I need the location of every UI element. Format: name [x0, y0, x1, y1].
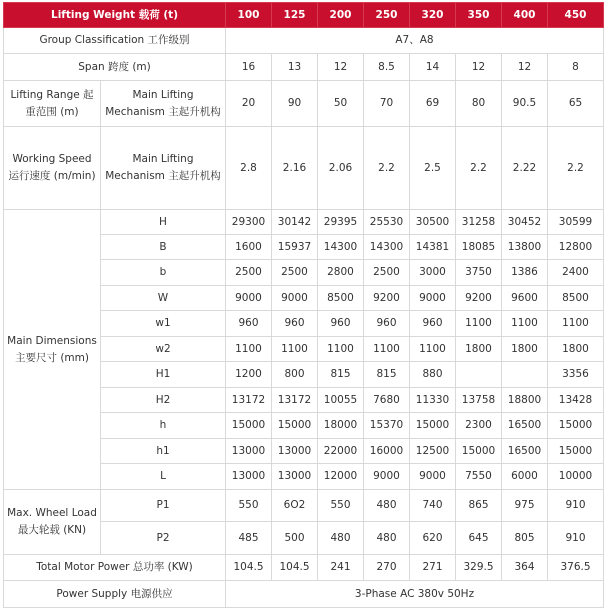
dimension-value: 1200: [226, 362, 272, 388]
dimension-value: 3750: [456, 260, 502, 286]
lifting-range-value: 90: [272, 81, 318, 127]
max-wheel-load-label: Max. Wheel Load 最大轮载 (KN): [4, 490, 101, 555]
dimension-key: H1: [101, 362, 226, 388]
motor-power-value: 270: [364, 555, 410, 581]
dimension-value: 13758: [456, 388, 502, 413]
dimension-value: 2800: [318, 260, 364, 286]
lifting-weight-value: 100: [226, 3, 272, 28]
dimension-value: 16000: [364, 439, 410, 464]
wheel-load-value: 480: [364, 490, 410, 522]
power-supply-value: 3-Phase AC 380v 50Hz: [226, 581, 604, 608]
lifting-range-value: 90.5: [502, 81, 548, 127]
wheel-load-value: 910: [548, 490, 604, 522]
working-speed-label: Working Speed 运行速度 (m/min): [4, 127, 101, 210]
span-value: 14: [410, 54, 456, 81]
wheel-load-value: 910: [548, 522, 604, 555]
dimension-value: 11330: [410, 388, 456, 413]
working-speed-row: [4, 127, 604, 210]
lifting-range-mechanism: Main Lifting Mechanism 主起升机构: [101, 81, 226, 127]
working-speed-value: 2.5: [410, 127, 456, 210]
dimension-value: 815: [364, 362, 410, 388]
dimension-value: 1800: [548, 337, 604, 362]
wheel-load-value: 480: [364, 522, 410, 555]
dimension-value: 16500: [502, 439, 548, 464]
dimension-value: 7680: [364, 388, 410, 413]
dimension-value: 1100: [272, 337, 318, 362]
dimension-value: 22000: [318, 439, 364, 464]
dimension-value: 13000: [272, 439, 318, 464]
motor-power-value: 104.5: [226, 555, 272, 581]
dimension-key: B: [101, 235, 226, 260]
dimension-key: H2: [101, 388, 226, 413]
dimension-value: 18000: [318, 413, 364, 439]
lifting-range-label: Lifting Range 起重范围 (m): [4, 81, 101, 127]
span-value: 13: [272, 54, 318, 81]
dimension-key: h: [101, 413, 226, 439]
group-classification-row: [4, 28, 604, 54]
wheel-load-value: 550: [226, 490, 272, 522]
main-dimensions-label: Main Dimensions 主要尺寸 (mm): [4, 210, 101, 490]
dimension-key: L: [101, 464, 226, 490]
dimension-value: [502, 362, 548, 388]
lifting-weight-value: 400: [502, 3, 548, 28]
dimension-value: 30500: [410, 210, 456, 235]
dimension-value: 1100: [548, 311, 604, 337]
dimension-value: 15000: [548, 439, 604, 464]
working-speed-value: 2.2: [364, 127, 410, 210]
dimension-key: H: [101, 210, 226, 235]
dimension-value: 1100: [226, 337, 272, 362]
dimension-value: 2300: [456, 413, 502, 439]
working-speed-value: 2.2: [548, 127, 604, 210]
lifting-weight-value: 125: [272, 3, 318, 28]
lifting-range-value: 65: [548, 81, 604, 127]
working-speed-mechanism: Main Lifting Mechanism 主起升机构: [101, 127, 226, 210]
dimension-value: 15000: [410, 413, 456, 439]
wheel-load-row-P1: [4, 490, 604, 522]
dimension-value: 30142: [272, 210, 318, 235]
spec-table-wrapper: [3, 2, 604, 608]
dimension-value: 1800: [502, 337, 548, 362]
dimension-value: 13800: [502, 235, 548, 260]
wheel-load-value: 645: [456, 522, 502, 555]
working-speed-value: 2.06: [318, 127, 364, 210]
dimension-value: 12000: [318, 464, 364, 490]
lifting-weight-value: 250: [364, 3, 410, 28]
wheel-load-value: 975: [502, 490, 548, 522]
wheel-load-value: 550: [318, 490, 364, 522]
dimension-value: 1100: [364, 337, 410, 362]
dimension-value: 13000: [226, 439, 272, 464]
dimension-value: 18085: [456, 235, 502, 260]
dimension-value: 2500: [364, 260, 410, 286]
dimension-value: 12500: [410, 439, 456, 464]
total-motor-power-label: Total Motor Power 总功率 (KW): [4, 555, 226, 581]
dimension-value: 13172: [272, 388, 318, 413]
dimension-value: 16500: [502, 413, 548, 439]
span-value: 12: [318, 54, 364, 81]
dimension-value: 2500: [226, 260, 272, 286]
dimension-value: 15370: [364, 413, 410, 439]
dimension-value: 13000: [272, 464, 318, 490]
working-speed-value: 2.2: [456, 127, 502, 210]
working-speed-value: 2.8: [226, 127, 272, 210]
dimension-value: 815: [318, 362, 364, 388]
motor-power-value: 271: [410, 555, 456, 581]
lifting-range-value: 80: [456, 81, 502, 127]
motor-power-value: 329.5: [456, 555, 502, 581]
wheel-load-value: 500: [272, 522, 318, 555]
motor-power-value: 376.5: [548, 555, 604, 581]
dimension-value: 9000: [272, 286, 318, 311]
dimension-value: 6000: [502, 464, 548, 490]
lifting-range-value: 69: [410, 81, 456, 127]
dimension-key: W: [101, 286, 226, 311]
dimension-value: 14300: [364, 235, 410, 260]
power-supply-label: Power Supply 电源供应: [4, 581, 226, 608]
lifting-weight-value: 200: [318, 3, 364, 28]
crane-spec-table: [3, 2, 604, 608]
dimension-value: 1100: [456, 311, 502, 337]
dimension-value: 800: [272, 362, 318, 388]
dimension-value: 3356: [548, 362, 604, 388]
dimension-value: 7550: [456, 464, 502, 490]
dimension-value: 3000: [410, 260, 456, 286]
dimension-value: 14381: [410, 235, 456, 260]
power-supply-row: [4, 581, 604, 608]
dimension-value: 1100: [502, 311, 548, 337]
wheel-load-value: 485: [226, 522, 272, 555]
wheel-load-value: 6O2: [272, 490, 318, 522]
wheel-load-value: 805: [502, 522, 548, 555]
dimension-value: 13428: [548, 388, 604, 413]
motor-power-value: 104.5: [272, 555, 318, 581]
dimension-value: 9000: [364, 464, 410, 490]
motor-power-value: 241: [318, 555, 364, 581]
dimension-value: 15000: [548, 413, 604, 439]
group-classification-label: Group Classification 工作级别: [4, 28, 226, 54]
wheel-load-value: 480: [318, 522, 364, 555]
dimension-value: [456, 362, 502, 388]
dimension-value: 18800: [502, 388, 548, 413]
dimension-value: 2400: [548, 260, 604, 286]
dimension-value: 960: [364, 311, 410, 337]
lifting-weight-label: Lifting Weight 载荷 (t): [4, 3, 226, 28]
span-row: [4, 54, 604, 81]
total-motor-power-row: [4, 555, 604, 581]
dimension-value: 10055: [318, 388, 364, 413]
dimension-value: 13172: [226, 388, 272, 413]
wheel-load-key: P2: [101, 522, 226, 555]
span-value: 12: [502, 54, 548, 81]
lifting-weight-value: 450: [548, 3, 604, 28]
dimension-value: 880: [410, 362, 456, 388]
motor-power-value: 364: [502, 555, 548, 581]
dimension-value: 9200: [456, 286, 502, 311]
wheel-load-value: 620: [410, 522, 456, 555]
dimension-value: 31258: [456, 210, 502, 235]
dimension-value: 10000: [548, 464, 604, 490]
dimension-value: 960: [226, 311, 272, 337]
dimension-value: 14300: [318, 235, 364, 260]
dimension-value: 29395: [318, 210, 364, 235]
dimension-value: 1800: [456, 337, 502, 362]
dimension-value: 960: [318, 311, 364, 337]
span-value: 8.5: [364, 54, 410, 81]
working-speed-value: 2.16: [272, 127, 318, 210]
lifting-range-row: [4, 81, 604, 127]
wheel-load-value: 865: [456, 490, 502, 522]
dimension-value: 8500: [318, 286, 364, 311]
dimension-value: 15000: [456, 439, 502, 464]
dimension-value: 9600: [502, 286, 548, 311]
dimension-value: 960: [272, 311, 318, 337]
dimension-value: 1600: [226, 235, 272, 260]
dimension-value: 30599: [548, 210, 604, 235]
span-value: 8: [548, 54, 604, 81]
dimension-key: w1: [101, 311, 226, 337]
dimension-value: 12800: [548, 235, 604, 260]
lifting-weight-value: 320: [410, 3, 456, 28]
header-row: [4, 3, 604, 28]
dimension-value: 1100: [318, 337, 364, 362]
dimension-value: 960: [410, 311, 456, 337]
dimension-value: 2500: [272, 260, 318, 286]
dimension-value: 29300: [226, 210, 272, 235]
lifting-weight-value: 350: [456, 3, 502, 28]
dimension-value: 9000: [226, 286, 272, 311]
span-value: 16: [226, 54, 272, 81]
lifting-range-value: 70: [364, 81, 410, 127]
dimension-key: w2: [101, 337, 226, 362]
wheel-load-key: P1: [101, 490, 226, 522]
dimension-value: 1100: [410, 337, 456, 362]
dimension-key: h1: [101, 439, 226, 464]
span-value: 12: [456, 54, 502, 81]
dimension-value: 9200: [364, 286, 410, 311]
dimension-row-H: [4, 210, 604, 235]
dimension-key: b: [101, 260, 226, 286]
wheel-load-value: 740: [410, 490, 456, 522]
dimension-value: 9000: [410, 464, 456, 490]
working-speed-value: 2.22: [502, 127, 548, 210]
span-label: Span 跨度 (m): [4, 54, 226, 81]
dimension-value: 30452: [502, 210, 548, 235]
dimension-value: 15000: [272, 413, 318, 439]
lifting-range-value: 50: [318, 81, 364, 127]
group-classification-value: A7、A8: [226, 28, 604, 54]
dimension-value: 15937: [272, 235, 318, 260]
dimension-value: 13000: [226, 464, 272, 490]
lifting-range-value: 20: [226, 81, 272, 127]
dimension-value: 1386: [502, 260, 548, 286]
dimension-value: 8500: [548, 286, 604, 311]
dimension-value: 25530: [364, 210, 410, 235]
dimension-value: 15000: [226, 413, 272, 439]
dimension-value: 9000: [410, 286, 456, 311]
